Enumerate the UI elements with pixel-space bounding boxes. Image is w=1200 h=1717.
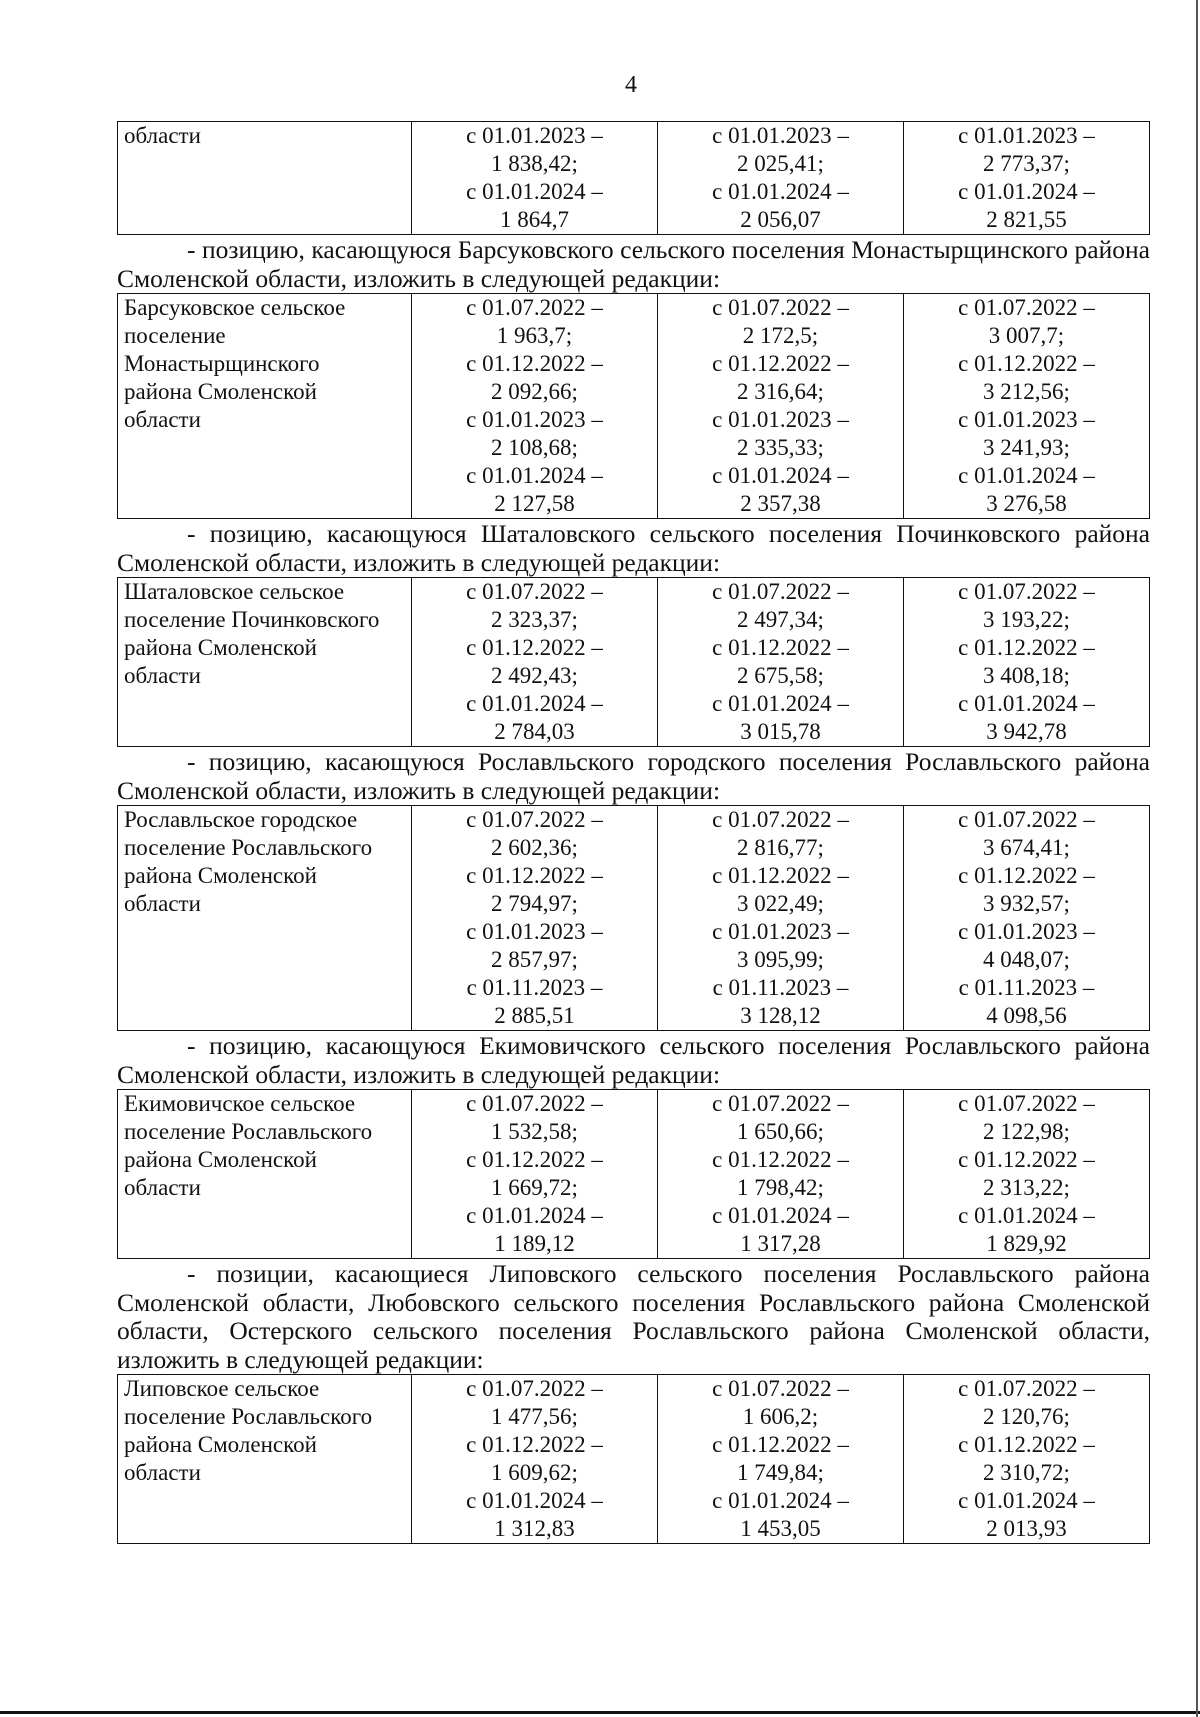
- tariff-value-line: 1 669,72;: [491, 1175, 578, 1200]
- tariff-value-line: с 01.07.2022 –: [466, 579, 603, 604]
- tariff-value-line: 3 193,22;: [983, 607, 1070, 632]
- tariff-value-line: с 01.12.2022 –: [466, 1432, 603, 1457]
- tariff-value-cell: [904, 1375, 1150, 1544]
- tariff-value-line: с 01.11.2023 –: [466, 975, 603, 1000]
- settlement-name-line: поселение Починковского: [124, 607, 380, 632]
- tariff-value-line: 2 821,55: [986, 207, 1067, 232]
- tariff-value-line: 2 885,51: [494, 1003, 575, 1028]
- tariff-value-line: с 01.12.2022 –: [466, 635, 603, 660]
- tariff-value-line: 1 312,83: [494, 1516, 575, 1541]
- tariff-value-line: с 01.07.2022 –: [712, 295, 849, 320]
- tariff-value-line: с 01.07.2022 –: [958, 295, 1095, 320]
- tariff-value-line: с 01.01.2024 –: [712, 1488, 849, 1513]
- settlement-name-line: области: [124, 407, 201, 432]
- tariff-value-line: 2 013,93: [986, 1516, 1067, 1541]
- page-bottom-edge: [0, 1711, 1200, 1714]
- tariff-value-line: 1 798,42;: [737, 1175, 824, 1200]
- settlement-name-line: поселение Рославльского: [124, 1404, 373, 1429]
- tariff-value-line: с 01.12.2022 –: [958, 863, 1095, 888]
- settlement-name-line: области: [124, 1175, 201, 1200]
- tariff-value-line: с 01.01.2023 –: [712, 407, 849, 432]
- tariff-value-line: с 01.01.2024 –: [958, 1203, 1095, 1228]
- tariff-table: [117, 121, 1150, 235]
- table-row: [118, 294, 1150, 519]
- settlement-name-line: Екимовичское сельское: [124, 1091, 356, 1116]
- table-row: [118, 1375, 1150, 1544]
- tariff-value-line: с 01.12.2022 –: [958, 635, 1095, 660]
- settlement-name-line: района Смоленской: [124, 1147, 317, 1172]
- tariff-value-line: с 01.12.2022 –: [712, 1432, 849, 1457]
- tariff-value-line: 2 323,37;: [491, 607, 578, 632]
- settlement-name-cell: [118, 294, 412, 519]
- amendment-paragraph: - позицию, касающуюся Барсуковского сельского поселения Монастырщинского района Смоленской области, изложить в следующей редакции:: [117, 235, 1150, 293]
- tariff-value-line: с 01.01.2024 –: [466, 1488, 603, 1513]
- tariff-value-cell: [412, 122, 658, 235]
- settlement-name-line: поселение: [124, 323, 226, 348]
- tariff-value-line: с 01.01.2024 –: [958, 463, 1095, 488]
- settlement-name-cell: [118, 1375, 412, 1544]
- tariff-table: [117, 293, 1150, 519]
- tariff-value-line: с 01.01.2024 –: [958, 1488, 1095, 1513]
- tariff-value-cell: [658, 1090, 904, 1259]
- tariff-value-line: 2 056,07: [740, 207, 821, 232]
- tariff-value-cell: [904, 806, 1150, 1031]
- tariff-value-line: с 01.07.2022 –: [712, 579, 849, 604]
- tariff-table: [117, 1374, 1150, 1544]
- tariff-value-line: 2 310,72;: [983, 1460, 1070, 1485]
- tariff-value-line: 1 829,92: [986, 1231, 1067, 1256]
- tariff-value-line: с 01.01.2023 –: [466, 407, 603, 432]
- tariff-value-line: с 01.01.2023 –: [466, 919, 603, 944]
- tariff-value-line: 1 477,56;: [491, 1404, 578, 1429]
- tariff-value-line: с 01.07.2022 –: [958, 1376, 1095, 1401]
- tariff-value-line: с 01.07.2022 –: [466, 1091, 603, 1116]
- tariff-value-cell: [658, 578, 904, 747]
- tariff-value-line: с 01.12.2022 –: [466, 1147, 603, 1172]
- tariff-value-line: 1 963,7;: [496, 323, 573, 348]
- tariff-value-line: с 01.07.2022 –: [712, 1376, 849, 1401]
- tariff-value-line: 2 120,76;: [983, 1404, 1070, 1429]
- settlement-name-cell: [118, 578, 412, 747]
- tariff-value-line: 2 497,34;: [737, 607, 824, 632]
- tariff-value-line: 1 606,2;: [742, 1404, 819, 1429]
- tariff-value-line: 1 609,62;: [491, 1460, 578, 1485]
- tariff-value-cell: [904, 1090, 1150, 1259]
- tariff-table: [117, 1089, 1150, 1259]
- tariff-value-line: 2 025,41;: [737, 151, 824, 176]
- tariff-value-line: 2 313,22;: [983, 1175, 1070, 1200]
- tariff-value-cell: [412, 806, 658, 1031]
- tariff-value-line: 4 048,07;: [983, 947, 1070, 972]
- tariff-value-line: 2 127,58: [494, 491, 575, 516]
- tariff-value-line: 3 932,57;: [983, 891, 1070, 916]
- tariff-value-line: с 01.01.2023 –: [958, 123, 1095, 148]
- tariff-value-line: с 01.01.2024 –: [466, 179, 603, 204]
- tariff-value-cell: [904, 294, 1150, 519]
- tariff-value-line: с 01.01.2024 –: [958, 691, 1095, 716]
- tariff-value-cell: [412, 1375, 658, 1544]
- settlement-name-line: области: [124, 663, 201, 688]
- tariff-value-line: с 01.01.2023 –: [466, 123, 603, 148]
- tariff-value-cell: [412, 294, 658, 519]
- tariff-value-line: с 01.07.2022 –: [466, 807, 603, 832]
- tariff-value-line: 2 172,5;: [742, 323, 819, 348]
- settlement-name-line: области: [124, 1460, 201, 1485]
- tariff-value-line: с 01.07.2022 –: [466, 1376, 603, 1401]
- tariff-value-line: с 01.01.2023 –: [958, 919, 1095, 944]
- tariff-value-line: с 01.12.2022 –: [958, 1147, 1095, 1172]
- tariff-value-line: 2 357,38: [740, 491, 821, 516]
- tariff-value-line: 2 602,36;: [491, 835, 578, 860]
- tariff-value-line: 3 095,99;: [737, 947, 824, 972]
- amendment-paragraph: - позицию, касающуюся Шаталовского сельского поселения Починковского района Смоленской области, изложить в следующей редакции:: [117, 519, 1150, 577]
- tariff-value-line: с 01.01.2024 –: [466, 463, 603, 488]
- tariff-value-line: 2 773,37;: [983, 151, 1070, 176]
- settlement-name-line: поселение Рославльского: [124, 1119, 373, 1144]
- settlement-name-line: Барсуковское сельское: [124, 295, 346, 320]
- tariff-value-line: с 01.11.2023 –: [712, 975, 849, 1000]
- tariff-value-line: 3 276,58: [986, 491, 1067, 516]
- tariff-value-cell: [412, 578, 658, 747]
- tariff-value-cell: [658, 806, 904, 1031]
- tariff-value-line: 3 022,49;: [737, 891, 824, 916]
- tariff-value-line: с 01.07.2022 –: [958, 579, 1095, 604]
- page-right-edge: [1196, 0, 1198, 1717]
- tariff-value-line: 3 674,41;: [983, 835, 1070, 860]
- table-row: [118, 122, 1150, 235]
- settlement-name-line: поселение Рославльского: [124, 835, 373, 860]
- tariff-value-cell: [658, 122, 904, 235]
- tariff-value-line: с 01.12.2022 –: [466, 351, 603, 376]
- table-row: [118, 578, 1150, 747]
- tariff-value-line: 2 816,77;: [737, 835, 824, 860]
- tariff-value-line: 1 189,12: [494, 1231, 575, 1256]
- tariff-value-line: с 01.12.2022 –: [712, 351, 849, 376]
- tariff-value-line: с 01.01.2024 –: [712, 1203, 849, 1228]
- settlement-name-line: Шаталовское сельское: [124, 579, 345, 604]
- tariff-value-cell: [658, 294, 904, 519]
- tariff-value-line: 3 942,78: [986, 719, 1067, 744]
- settlement-name-line: Монастырщинского: [124, 351, 320, 376]
- settlement-name-line: Рославльское городское: [124, 807, 358, 832]
- tariff-value-line: 2 316,64;: [737, 379, 824, 404]
- tariff-value-line: 3 015,78: [740, 719, 821, 744]
- amendment-paragraph: - позицию, касающуюся Рославльского городского поселения Рославльского района Смоленской области, изложить в следующей редакции:: [117, 747, 1150, 805]
- tariff-value-line: с 01.01.2023 –: [958, 407, 1095, 432]
- tariff-value-line: с 01.01.2024 –: [466, 691, 603, 716]
- tariff-value-line: 3 241,93;: [983, 435, 1070, 460]
- tariff-value-line: с 01.12.2022 –: [712, 1147, 849, 1172]
- document-body: [117, 121, 1150, 1544]
- tariff-value-line: 2 092,66;: [491, 379, 578, 404]
- tariff-value-line: с 01.07.2022 –: [958, 807, 1095, 832]
- tariff-value-line: 2 857,97;: [491, 947, 578, 972]
- amendment-paragraph: - позиции, касающиеся Липовского сельского поселения Рославльского района Смоленской области, Любовского сельского поселения Рославльского района Смоленской области, Остерского сельского поселения Рославльского района Смоленской области, изложить в следующей редакции:: [117, 1259, 1150, 1374]
- settlement-name-line: района Смоленской: [124, 379, 317, 404]
- tariff-value-line: с 01.12.2022 –: [712, 863, 849, 888]
- tariff-value-line: 2 784,03: [494, 719, 575, 744]
- tariff-value-line: с 01.07.2022 –: [958, 1091, 1095, 1116]
- tariff-value-line: 3 408,18;: [983, 663, 1070, 688]
- tariff-value-line: с 01.07.2022 –: [712, 1091, 849, 1116]
- page-number: 4: [625, 72, 637, 98]
- settlement-name-line: района Смоленской: [124, 1432, 317, 1457]
- tariff-value-line: 1 317,28: [740, 1231, 821, 1256]
- settlement-name-line: области: [124, 891, 201, 916]
- table-row: [118, 1090, 1150, 1259]
- settlement-name-line: области: [124, 123, 201, 148]
- tariff-value-cell: [658, 1375, 904, 1544]
- settlement-name-line: района Смоленской: [124, 863, 317, 888]
- settlement-name-line: района Смоленской: [124, 635, 317, 660]
- tariff-value-line: 1 532,58;: [491, 1119, 578, 1144]
- tariff-value-line: с 01.12.2022 –: [958, 1432, 1095, 1457]
- tariff-value-line: 1 749,84;: [737, 1460, 824, 1485]
- tariff-value-line: 2 675,58;: [737, 663, 824, 688]
- settlement-name-cell: [118, 806, 412, 1031]
- tariff-value-line: 3 128,12: [740, 1003, 821, 1028]
- tariff-value-line: 1 838,42;: [491, 151, 578, 176]
- tariff-value-line: с 01.01.2024 –: [712, 179, 849, 204]
- tariff-table: [117, 805, 1150, 1031]
- tariff-value-cell: [904, 122, 1150, 235]
- tariff-value-line: с 01.11.2023 –: [958, 975, 1095, 1000]
- tariff-value-line: 2 492,43;: [491, 663, 578, 688]
- tariff-value-line: 2 335,33;: [737, 435, 824, 460]
- tariff-value-line: с 01.07.2022 –: [466, 295, 603, 320]
- settlement-name-cell: [118, 1090, 412, 1259]
- tariff-value-line: с 01.01.2023 –: [712, 919, 849, 944]
- tariff-value-line: с 01.01.2024 –: [712, 463, 849, 488]
- tariff-value-line: с 01.01.2023 –: [712, 123, 849, 148]
- settlement-name-cell: [118, 122, 412, 235]
- tariff-value-line: с 01.01.2024 –: [958, 179, 1095, 204]
- tariff-value-cell: [412, 1090, 658, 1259]
- amendment-paragraph: - позицию, касающуюся Екимовичского сельского поселения Рославльского района Смоленской области, изложить в следующей редакции:: [117, 1031, 1150, 1089]
- settlement-name-line: Липовское сельское: [124, 1376, 320, 1401]
- tariff-value-line: 1 650,66;: [737, 1119, 824, 1144]
- tariff-value-line: 1 453,05: [740, 1516, 821, 1541]
- tariff-value-line: 2 108,68;: [491, 435, 578, 460]
- tariff-value-line: с 01.01.2024 –: [466, 1203, 603, 1228]
- tariff-value-line: с 01.12.2022 –: [466, 863, 603, 888]
- tariff-value-line: 1 864,7: [500, 207, 569, 232]
- tariff-value-line: 3 212,56;: [983, 379, 1070, 404]
- tariff-value-line: 2 122,98;: [983, 1119, 1070, 1144]
- tariff-value-line: с 01.01.2024 –: [712, 691, 849, 716]
- tariff-value-line: 4 098,56: [986, 1003, 1067, 1028]
- tariff-value-line: с 01.12.2022 –: [958, 351, 1095, 376]
- tariff-value-line: 2 794,97;: [491, 891, 578, 916]
- tariff-value-line: с 01.12.2022 –: [712, 635, 849, 660]
- table-row: [118, 806, 1150, 1031]
- tariff-value-line: с 01.07.2022 –: [712, 807, 849, 832]
- tariff-table: [117, 577, 1150, 747]
- tariff-value-line: 3 007,7;: [988, 323, 1065, 348]
- tariff-value-cell: [904, 578, 1150, 747]
